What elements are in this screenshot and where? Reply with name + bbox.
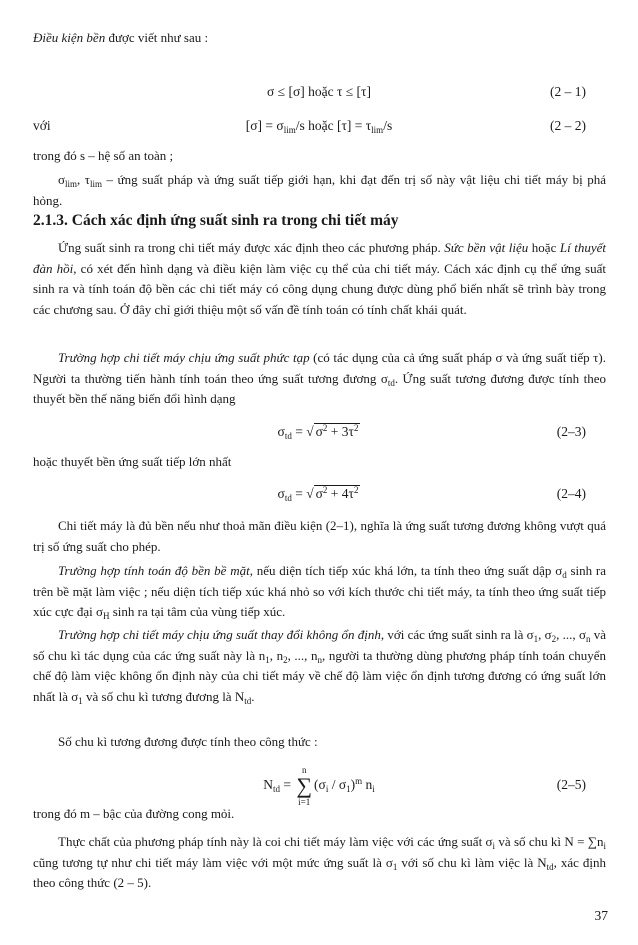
equation-2-5: $N_{td}$ = n ∑ i=1 $(\sigma_i / \sigma_1)^m$ $n_i$ (2–5) [263,764,586,807]
equation-number: (2–5) [556,777,586,792]
section-heading: 2.1.3. Cách xác định ứng suất sinh ra trong chi tiết máy [33,212,399,229]
equation-2-1: σ ≤ [σ] hoặc τ ≤ [τ] (2 – 1) [0,82,638,102]
equation-number: (2–4) [556,486,586,501]
summation-symbol: n ∑ i=1 [296,764,313,807]
paragraph-equivalent-cycles: Số chu kì tương đương được tính theo công thức : [58,734,318,749]
equation-2-3: $\sigma_{td}$ = √ $\sigma^2 + 3\tau^2$ (2–3) [277,423,586,441]
paragraph-methods: Ứng suất sinh ra trong chi tiết máy được xác định theo các phương pháp. Sức bền vật liệu hoặc Lí thuyết đàn hồi, có xét đến hình dạng và điều kiện làm việc cụ thể của chi tiết máy. Cách xác định cụ thể ứng suất sinh ra và tính toán độ bền các chi tiết máy có công dụng chung được dùng phổ biến nhất sẽ trình bày trong các chương sau. Ở đây chỉ giới thiệu một số vấn đề tính toán có tính chất khái quát. [33,240,606,317]
paragraph-complex-stress: Trường hợp chi tiết máy chịu ứng suất phức tạp (có tác dụng của cả ứng suất pháp σ và ứng suất tiếp τ). Người ta thường tiến hành tính toán theo ứng suất tương đương $\sigma_{td}$. Ứng suất tương đương được tính theo thuyết bền thế năng biến đổi hình dạng [33,350,606,407]
fatigue-curve-line: trong đó m – bậc của đường cong mỏi. [33,806,235,821]
equation-number: (2–3) [556,424,586,439]
intro-paragraph: Điều kiện bền được viết như sau : [33,30,209,45]
paragraph-surface-strength: Trường hợp tính toán độ bền bề mặt, nếu diện tích tiếp xúc khá lớn, ta tính theo ứng suất dập $\sigma_d$ sinh ra trên bề mặt làm việc ; nếu diện tích tiếp xúc khá nhỏ so với kích thước chi tiết máy, ta tính theo ứng suất tiếp xúc cực đại $\sigma_H$ sinh ra tại tâm của vùng tiếp xúc. [33,563,606,622]
equation-number: (2 – 2) [550,118,586,133]
safety-factor-line: trong đó s – hệ số an toàn ; [33,148,174,163]
page-number: 37 [594,908,608,923]
paragraph-essence: Thực chất của phương pháp tính này là coi chi tiết máy làm việc với các ứng suất $\sigma_i$ và số chu kì $N = \sum n_i$ cũng tương tự như chi tiết máy làm việc với một mức ứng suất là $\sigma_1$ với số chu kì làm việc là $N_{td}$, xác định theo công thức (2 – 5). [33,834,607,891]
equation-2-4: $\sigma_{td}$ = √ $\sigma^2 + 4\tau^2$ (2–4) [277,485,586,503]
paragraph-variable-stress: Trường hợp chi tiết máy chịu ứng suất thay đổi không ổn định, với các ứng suất sinh ra là $\sigma_1$, $\sigma_2$, ..., $\sigma_n$ và số chu kì tác dụng của các ứng suất này là $n_1$, $n_2$, ..., $n_n$, người ta thường dùng phương pháp tính toán chuyển chế độ làm việc không ổn định này của chi tiết máy về chế độ làm việc ổn định tương đương có ứng suất lớn nhất là $\sigma_1$ và số chu kì tương đương là $N_{td}$. [33,627,607,706]
limit-stress-paragraph: $\sigma_{lim}$, $\tau_{lim}$ – ứng suất pháp và ứng suất tiếp giới hạn, khi đạt đến trị số này vật liệu chi tiết máy bị phá hỏng. [33,172,606,208]
equation-2-2: với $[\sigma] = \sigma_{lim}/s$ hoặc $[\tau] = \tau_{lim}/s$ (2 – 2) [33,118,586,135]
equation-number: (2 – 1) [550,84,586,99]
max-shear-line: hoặc thuyết bền ứng suất tiếp lớn nhất [33,454,232,469]
paragraph-sufficient-strength: Chi tiết máy là đủ bền nếu như thoả mãn điều kiện (2–1), nghĩa là ứng suất tương đương không vượt quá trị số ứng suất cho phép. [33,518,606,554]
